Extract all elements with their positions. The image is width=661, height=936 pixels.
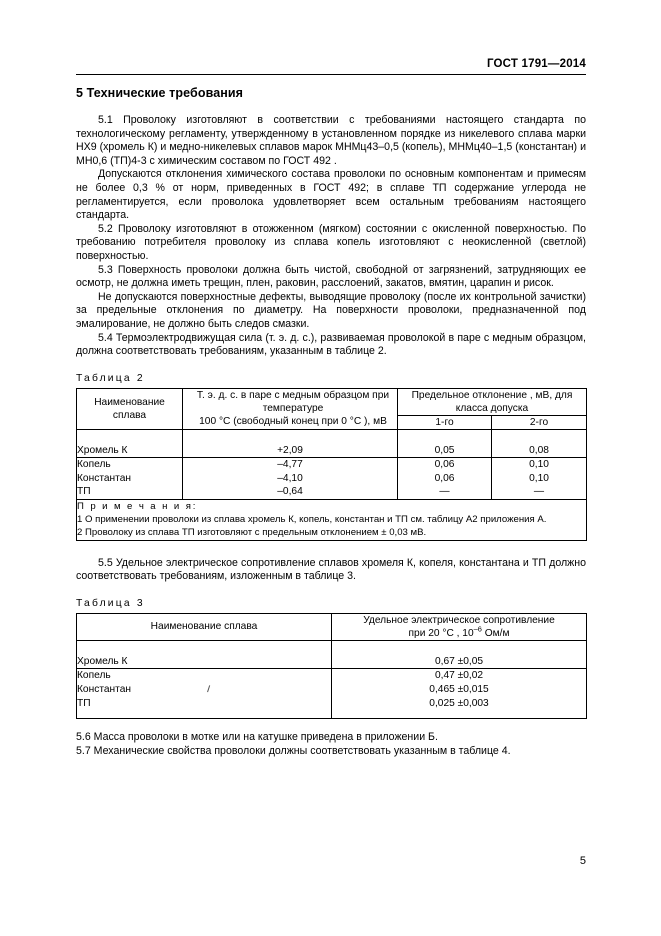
paragraph-5-3: 5.3 Поверхность проволоки должна быть чистой, свободной от загрязнений, затрудняющих ее осмотр, не должна иметь трещин, плен, раковин, расслоений, закатов, вмятин, царапин и рисок.	[76, 263, 586, 290]
paragraph-5-2: 5.2 Проволоку изготовляют в отожженном (мягком) состоянии с окисленной поверхностью. По требованию потребителя проволоку из сплава копель изготовляют с неокисленной (светлой) поверхностью.	[76, 222, 586, 262]
table-2-cell-emf-1: –4,77	[183, 458, 398, 472]
paragraph-deviations: Допускаются отклонения химического состава проволоки по основным компонентам и примесям не более 0,3 % от норм, приведенных в ГОСТ 492; в сплаве ТП содержание углерода не регламентируется, если проволока удовлетворяет всем остальным требованиям настоящего стандарта.	[76, 168, 586, 222]
table-3-header-resistivity-prefix: при 20 °С , 10	[408, 627, 474, 639]
table-3-header-exponent: –6	[473, 624, 482, 634]
table-2-cell-class2-1: 0,10	[492, 458, 587, 472]
paragraph-surface-defects: Не допускаются поверхностные дефекты, выводящие проволоку (после их контрольной зачистки) за предельные отклонения по диаметру. На поверхности проволоки, предназначенной под эмалирование, не должно быть следов смазки.	[76, 290, 586, 330]
table-row	[77, 485, 587, 499]
table-2-cell-name-2: Константан	[77, 472, 183, 486]
table-row-header	[77, 388, 587, 415]
table-3-header-resistivity-unit: Ом/м	[481, 627, 510, 639]
table-2-notes	[77, 500, 587, 541]
table-2-header-class-2: 2-го	[492, 415, 587, 429]
spacer	[76, 719, 586, 731]
table-3-header-resistivity	[332, 613, 587, 640]
table-2-cell-class1-1: 0,06	[398, 458, 492, 472]
table-3-caption: Таблица 3	[76, 597, 145, 609]
table-2-note-2: 2 Проволоку из сплава ТП изготовляют с предельным отклонением ± 0,03 мВ.	[77, 527, 427, 539]
table-2-cell-class2-3: —	[492, 485, 587, 499]
spacer	[76, 584, 586, 598]
table-row	[77, 697, 587, 719]
paragraph-5-6: 5.6 Масса проволоки в мотке или на катушке приведена в приложении Б.	[76, 731, 438, 744]
page-content	[76, 86, 586, 758]
table-3-cell-name-1: Копель	[77, 669, 332, 683]
table-2-header-emf-line2: 100 °С (свободный конец при 0 °С ), мВ	[199, 416, 387, 428]
table-row	[77, 683, 587, 697]
table-row	[77, 640, 587, 669]
paragraph-5-5: 5.5 Удельное электрическое сопротивление сплавов хромеля К, копеля, константана и ТП должно соответствовать требованиям, изложенным в таблице 3.	[76, 556, 586, 583]
table-2-cell-name-1: Копель	[77, 458, 183, 472]
table-2-cell-emf-2: –4,10	[183, 472, 398, 486]
table-2-header-tolerance-group: Предельное отклонение , мВ, для класса допуска	[398, 388, 587, 415]
table-3-header-alloy-name: Наименование сплава	[77, 613, 332, 640]
table-2-cell-name-0: Хромель К	[77, 429, 183, 458]
paragraph-5-4: 5.4 Термоэлектродвижущая сила (т. э. д. с.), развиваемая проволокой в паре с медным образцом, должна соответствовать требованиям, указанным в таблице 2.	[76, 331, 586, 358]
page-number: 5	[579, 855, 586, 867]
table-2-cell-class1-0: 0,05	[398, 429, 492, 458]
table-3-header-resistivity-line1: Удельное электрическое сопротивление	[363, 614, 555, 626]
table-3-cell-name-0: Хромель К	[77, 640, 332, 669]
table-3-cell-value-1: 0,47 ±0,02	[332, 669, 587, 683]
spacer	[76, 359, 586, 373]
table-2-cell-class2-0: 0,08	[492, 429, 587, 458]
table-row	[77, 429, 587, 458]
table-2-cell-emf-0: +2,09	[183, 429, 398, 458]
table-2-header-alloy-name: Наименование сплава	[77, 388, 183, 429]
table-2-cell-emf-3: –0,64	[183, 485, 398, 499]
table-2-caption: Таблица 2	[76, 372, 145, 384]
table-3-cell-value-2: 0,465 ±0,015	[332, 683, 587, 697]
table-2-notes-row	[77, 500, 587, 541]
paragraph-5-1: 5.1 Проволоку изготовляют в соответствии с требованиями настоящего стандарта по технологическому регламенту, утвержденному в установленном порядке из никелевого сплава марки НХ9 (хромель К) и медно-никелевых сплавов марок МНМц43–0,5 (копель), МНМц40–1,5 (константан) и МН0,6 (ТП)4-3 с химическим составом по ГОСТ 492 .	[76, 114, 586, 167]
page-title: 5 Технические требования	[76, 86, 244, 100]
header-divider-rule	[76, 74, 586, 75]
table-2-header-class-1: 1-го	[398, 415, 492, 429]
table-2-header-emf	[183, 388, 398, 429]
spacer	[76, 541, 586, 557]
table-2-cell-class1-3: —	[398, 485, 492, 499]
table-2-cell-name-3: ТП	[77, 485, 183, 499]
table-row	[77, 669, 587, 683]
table-3-cell-value-3: 0,025 ±0,003	[332, 697, 587, 719]
table-3-cell-value-0: 0,67 ±0,05	[332, 640, 587, 669]
table-2-notes-title: П р и м е ч а н и я:	[77, 501, 198, 513]
table-2-cell-class1-2: 0,06	[398, 472, 492, 486]
table-2-emf	[76, 388, 587, 541]
paragraph-5-7: 5.7 Механические свойства проволоки должны соответствовать указанным в таблице 4.	[76, 744, 511, 757]
table-3-resistivity	[76, 613, 587, 719]
table-row	[77, 472, 587, 486]
table-3-cell-name-2: Константан	[77, 683, 332, 697]
table-3-cell-name-3: ТП	[77, 697, 332, 719]
table-row-header	[77, 613, 587, 640]
standard-header: ГОСТ 1791—2014	[486, 58, 586, 70]
table-2-header-emf-line1: Т. э. д. с. в паре с медным образцом при температуре	[196, 390, 390, 415]
table-2-cell-class2-2: 0,10	[492, 472, 587, 486]
table-row	[77, 458, 587, 472]
table-2-note-1: 1 О применении проволоки из сплава хромель К, копель, константан и ТП см. таблицу А2 приложения А.	[77, 514, 547, 526]
